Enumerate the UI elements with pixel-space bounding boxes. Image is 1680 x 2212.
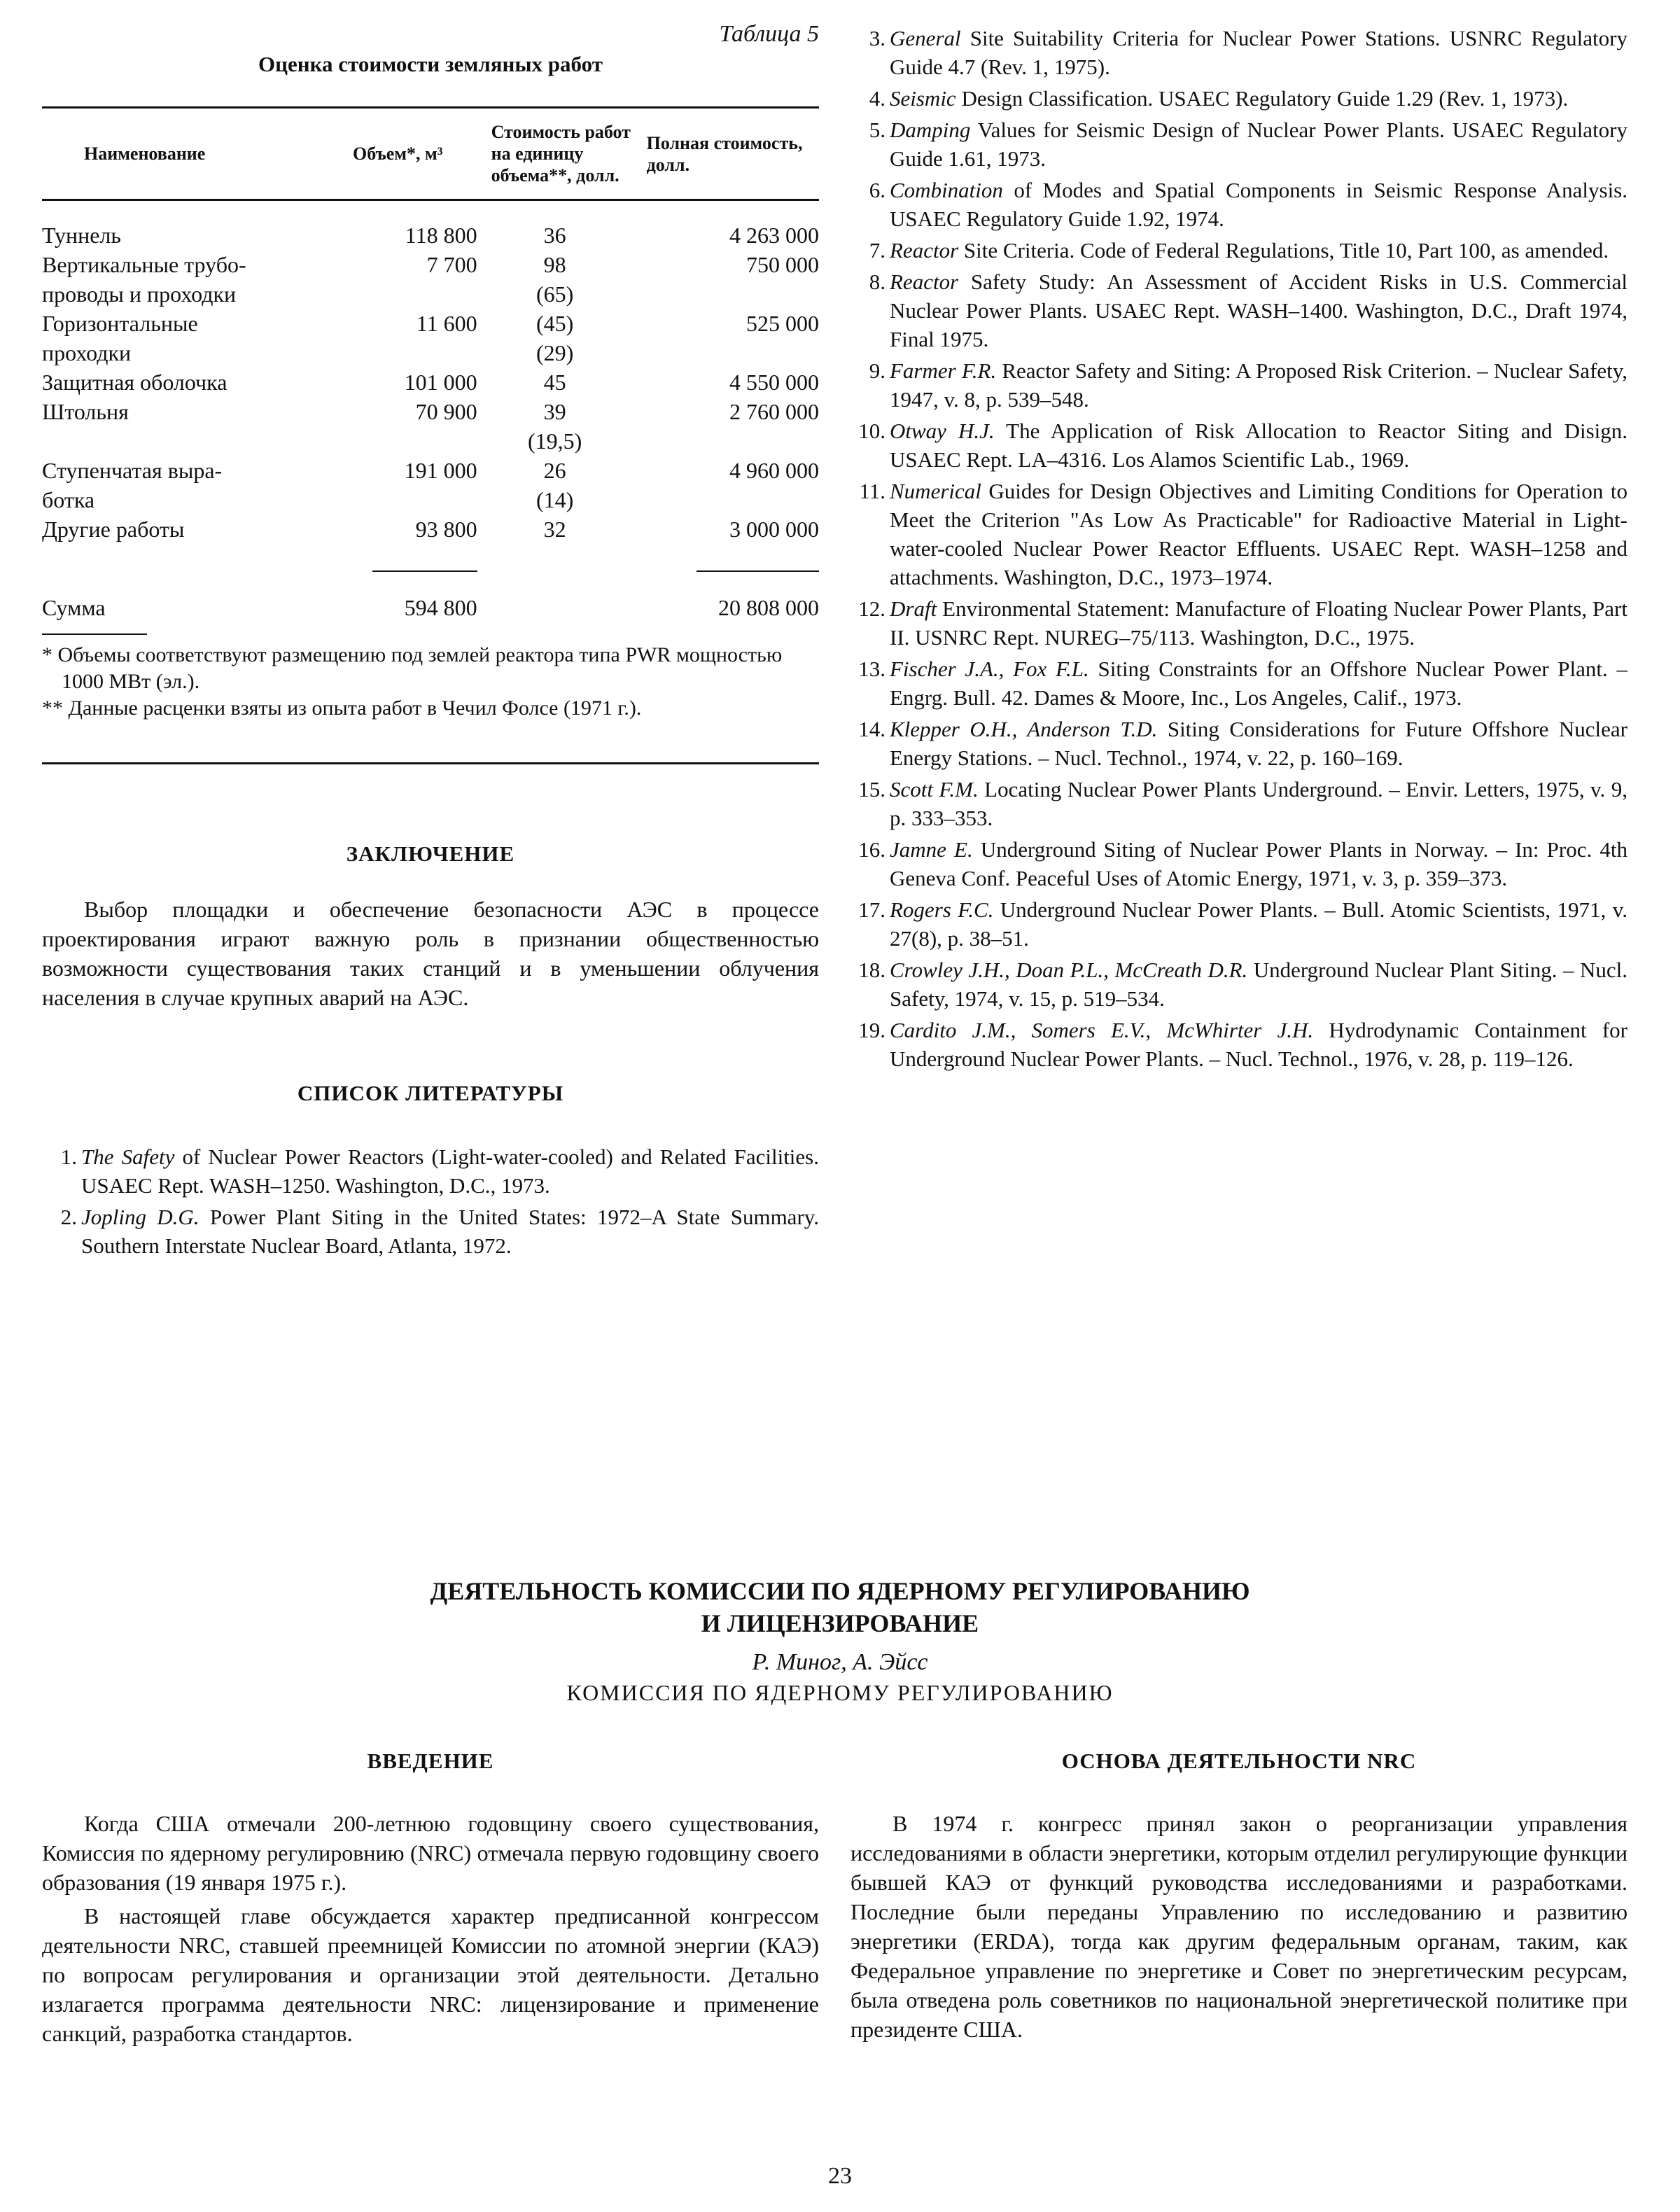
table-row — [42, 485, 819, 514]
reference-text: Environmental Statement: Manufacture of Floating Nuclear Power Plants, Part II. USNRC Rept. NUREG–75/113. Washington, D.C., 1975. — [890, 596, 1628, 650]
footnote-2: ** Данные расценки взяты из опыта работ в Чечил Фолсе (1971 г.). — [42, 696, 642, 720]
reference-number: 9. — [869, 358, 886, 383]
cell-unit-cost: (19,5) — [527, 428, 582, 454]
cell-name: Горизонтальные — [42, 311, 198, 336]
cell-name — [42, 426, 353, 456]
reference-number: 12. — [858, 596, 886, 621]
left-column — [42, 0, 819, 1263]
footnote-1: * Объемы соответствуют размещению под землей реактора типа PWR мощностью 1000 МВт (эл.). — [42, 643, 783, 693]
reference-number: 3. — [869, 26, 886, 50]
reference-number: 11. — [859, 479, 886, 503]
cell-unit-cost: 45 — [543, 370, 566, 395]
cell-unit-cost: 98 — [543, 252, 566, 277]
references-list-right — [850, 24, 1628, 1073]
reference-number: 17. — [858, 897, 886, 922]
reference-lead: Cardito J.M., Somers E.V., McWhirter J.H. — [890, 1018, 1314, 1042]
cell-volume: 101 000 — [404, 370, 477, 395]
cell-unit-cost: (29) — [536, 340, 574, 365]
footnote-rule-row — [42, 622, 819, 635]
reference-lead: Numerical — [890, 479, 981, 503]
reference-item — [850, 416, 1628, 474]
cell-unit-cost: (14) — [536, 487, 574, 512]
cell-total-cost: 3 000 000 — [729, 517, 819, 542]
reference-number: 7. — [869, 238, 886, 262]
references-list-left — [42, 1142, 819, 1260]
table-row — [42, 279, 819, 309]
reference-lead: Damping — [890, 118, 971, 142]
reference-lead: Jamne E. — [890, 837, 973, 862]
basis-heading: ОСНОВА ДЕЯТЕЛЬНОСТИ NRC — [1061, 1749, 1417, 1773]
cell-name: ботка — [42, 487, 95, 512]
header-name: Наименование — [84, 144, 206, 164]
reference-lead: Farmer F.R. — [890, 358, 997, 383]
reference-text: Power Plant Siting in the United States: 1972–A State Summary. Southern Interstate Nuclear Board, Atlanta, 1972. — [81, 1205, 819, 1258]
cell-total-cost: 750 000 — [746, 252, 819, 277]
reference-item — [850, 356, 1628, 414]
reference-text: Siting Constraints for an Offshore Nuclear Power Plant. – Engrg. Bull. 42. Dames & Moore, Inc., Los Angeles, Calif., 1973. — [890, 657, 1628, 710]
table-footnotes — [42, 642, 819, 722]
cost-table-body — [42, 220, 819, 635]
reference-item — [42, 1142, 819, 1200]
cell-name: Штольня — [42, 399, 129, 424]
cell-total-cost: 2 760 000 — [729, 399, 819, 424]
table-row — [42, 456, 819, 485]
cell-volume — [353, 279, 477, 309]
reference-text: The Application of Risk Allocation to Reactor Siting and Disign. USAEC Rept. LA–4316. Los Alamos Scientific Lab., 1969. — [890, 419, 1628, 472]
reference-item — [850, 24, 1628, 81]
cell-unit-cost: 39 — [543, 399, 566, 424]
cell-name: Защитная оболочка — [42, 370, 227, 395]
header-volume: Объем*, м³ — [353, 144, 443, 164]
reference-lead: Draft — [890, 596, 937, 621]
reference-text: Locating Nuclear Power Plants Underground. – Envir. Letters, 1975, v. 9, p. 333–353. — [890, 777, 1628, 830]
cell-total-cost — [633, 426, 819, 456]
reference-number: 1. — [60, 1144, 77, 1169]
article-affiliation: КОМИССИЯ ПО ЯДЕРНОМУ РЕГУЛИРОВАНИЮ — [566, 1680, 1114, 1705]
cell-volume: 93 800 — [415, 517, 477, 542]
cell-total-cost: 4 263 000 — [729, 223, 819, 248]
reference-lead: The Safety — [81, 1144, 175, 1169]
cell-total-cost — [633, 485, 819, 514]
cell-name: Туннель — [42, 223, 121, 248]
total-label: Сумма — [42, 595, 106, 620]
reference-text: Site Suitability Criteria for Nuclear Power Stations. USNRC Regulatory Guide 4.7 (Rev. 1, 1975). — [890, 26, 1628, 79]
reference-item — [850, 115, 1628, 173]
reference-text: Underground Siting of Nuclear Power Plants in Norway. – In: Proc. 4th Geneva Conf. Peaceful Uses of Atomic Energy, 1971, v. 3, p. 359–373. — [890, 837, 1628, 890]
cell-name: проходки — [42, 340, 132, 365]
table-header-rule — [42, 199, 819, 201]
reference-lead: Klepper O.H., Anderson T.D. — [890, 717, 1158, 741]
cell-total-cost — [633, 338, 819, 368]
cell-volume — [353, 338, 477, 368]
table-bottom-rule — [42, 762, 819, 764]
reference-number: 15. — [858, 777, 886, 802]
cell-unit-cost: (65) — [536, 281, 574, 307]
reference-text: Site Criteria. Code of Federal Regulations, Title 10, Part 100, as amended. — [958, 238, 1609, 262]
right-column — [850, 24, 1628, 1076]
sum-rule — [633, 544, 819, 593]
references-heading: СПИСОК ЛИТЕРАТУРЫ — [297, 1081, 564, 1105]
basis-column — [850, 1749, 1628, 2044]
cell-total-cost: 525 000 — [746, 311, 819, 336]
spacer — [477, 544, 633, 593]
conclusion-heading: ЗАКЛЮЧЕНИЕ — [346, 841, 515, 866]
total-volume: 594 800 — [404, 595, 477, 620]
cell-total-cost: 4 550 000 — [729, 370, 819, 395]
reference-item — [850, 835, 1628, 892]
table-row — [42, 338, 819, 368]
sum-rule — [353, 544, 477, 593]
cell-name: проводы и проходки — [42, 281, 237, 307]
reference-item — [850, 236, 1628, 265]
reference-number: 13. — [858, 657, 886, 681]
cell-unit-cost: (45) — [536, 311, 574, 336]
spacer — [42, 544, 353, 593]
reference-lead: Reactor — [890, 238, 959, 262]
reference-text: Hydrodynamic Containment for Underground Nuclear Power Plants. – Nucl. Technol., 1976, v. 28, p. 119–126. — [890, 1018, 1628, 1071]
table-row — [42, 426, 819, 456]
reference-lead: Rogers F.C. — [890, 897, 994, 922]
reference-lead: Scott F.M. — [890, 777, 979, 802]
table-row — [42, 514, 819, 544]
cell-unit-cost: 32 — [543, 517, 566, 542]
reference-item — [850, 84, 1628, 113]
reference-lead: General — [890, 26, 961, 50]
article-title-line-1: ДЕЯТЕЛЬНОСТЬ КОМИССИИ ПО ЯДЕРНОМУ РЕГУЛИРОВАНИЮ — [430, 1577, 1250, 1605]
intro-paragraph-1: Когда США отмечали 200-летнюю годовщину своего существования, Комиссия по ядерному регулировнию (NRC) отмечала первую годовщину своего образования (19 января 1975 г.). — [42, 1811, 819, 1895]
cell-total-cost: 4 960 000 — [729, 458, 819, 483]
header-unit-cost: Стоимость работ на единицу объема**, долл. — [491, 122, 631, 186]
reference-number: 16. — [858, 837, 886, 862]
reference-text: of Modes and Spatial Components in Seismic Response Analysis. USAEC Regulatory Guide 1.92, 1974. — [890, 178, 1628, 231]
reference-item — [850, 594, 1628, 652]
total-cost: 20 808 000 — [718, 595, 819, 620]
cell-volume: 7 700 — [426, 252, 477, 277]
table-label: Таблица 5 — [719, 21, 819, 47]
article-title-line-2: И ЛИЦЕНЗИРОВАНИЕ — [701, 1609, 979, 1637]
reference-number: 6. — [869, 178, 886, 202]
cell-name: Вертикальные трубо- — [42, 252, 246, 277]
cell-volume — [353, 426, 477, 456]
reference-lead: Crowley J.H., Doan P.L., McCreath D.R. — [890, 958, 1248, 982]
reference-number: 2. — [60, 1205, 77, 1229]
cell-total-cost — [633, 279, 819, 309]
reference-lead: Jopling D.G. — [81, 1205, 200, 1229]
sum-rule-row — [42, 544, 819, 593]
cell-unit-cost: 36 — [543, 223, 566, 248]
reference-number: 18. — [858, 958, 886, 982]
cell-unit-cost: 26 — [543, 458, 566, 483]
table-header-row — [42, 108, 819, 199]
table-row — [42, 309, 819, 338]
table-row — [42, 397, 819, 426]
intro-heading: ВВЕДЕНИЕ — [367, 1749, 494, 1773]
reference-item — [850, 715, 1628, 772]
cell-name: Ступенчатая выра- — [42, 458, 223, 483]
reference-item — [850, 654, 1628, 712]
reference-number: 19. — [858, 1018, 886, 1042]
cost-table — [42, 108, 819, 199]
table-title: Оценка стоимости земляных работ — [258, 52, 603, 76]
basis-paragraph-1: В 1974 г. конгресс принял закон о реорганизации управления исследованиями в области энергетики, которым отделил регулирующие функции бывшей КАЭ от функций руководства исследованиями и разработками. Последние были переданы Управлению по исследованию и развитию энергетики (ERDA), тогда как другим федеральным органам, таким, как Федеральное управление по энергетике и Совет по энергетическим ресурсам, была отведена роль советников по национальной энергетической политике при президенте США. — [850, 1811, 1628, 2042]
article-title — [0, 1575, 1680, 1639]
reference-text: Underground Nuclear Power Plants. – Bull. Atomic Scientists, 1971, v. 27(8), p. 38–51. — [890, 897, 1628, 951]
cell-volume: 191 000 — [404, 458, 477, 483]
header-total-cost: Полная стоимость, долл. — [646, 132, 803, 175]
reference-number: 8. — [869, 270, 886, 294]
conclusion-text: Выбор площадки и обеспечение безопасности АЭС в процессе проектирования играют важную роль в признании общественностью возможности существования таких станций и в уменьшении облучения населения в случае крупных аварий на АЭС. — [42, 897, 819, 1010]
reference-text: Values for Seismic Design of Nuclear Power Plants. USAEC Regulatory Guide 1.61, 1973. — [890, 118, 1628, 171]
table-total-row — [42, 593, 819, 622]
reference-item — [850, 477, 1628, 592]
reference-text: of Nuclear Power Reactors (Light-water-cooled) and Related Facilities. USAEC Rept. WASH–1250. Washington, D.C., 1973. — [81, 1144, 819, 1198]
reference-text: Safety Study: An Assessment of Accident Risks in U.S. Commercial Nuclear Power Plants. USAEC Rept. WASH–1400. Washington, D.C., Draft 1974, Final 1975. — [890, 270, 1628, 351]
reference-text: Reactor Safety and Siting: A Proposed Risk Criterion. – Nuclear Safety, 1947, v. 8, p. 539–548. — [890, 358, 1628, 412]
reference-lead: Reactor — [890, 270, 959, 294]
table-row — [42, 220, 819, 250]
cell-volume — [353, 485, 477, 514]
reference-lead: Seismic — [890, 86, 956, 111]
reference-item — [850, 955, 1628, 1013]
reference-item — [42, 1203, 819, 1260]
reference-lead: Combination — [890, 178, 1003, 202]
article-authors: Р. Миног, А. Эйсс — [752, 1649, 928, 1675]
table-row — [42, 250, 819, 279]
table-row — [42, 368, 819, 397]
reference-number: 5. — [869, 118, 886, 142]
cell-volume: 11 600 — [416, 311, 477, 336]
reference-number: 4. — [869, 86, 886, 111]
reference-item — [850, 176, 1628, 233]
cell-name: Другие работы — [42, 517, 185, 542]
intro-column — [42, 1749, 819, 2048]
reference-item — [850, 1016, 1628, 1073]
reference-lead: Fischer J.A., Fox F.L. — [890, 657, 1089, 681]
spacer — [477, 593, 633, 622]
reference-text: Underground Nuclear Plant Siting. – Nucl. Safety, 1974, v. 15, p. 519–534. — [890, 958, 1628, 1011]
footnote-rule-cell — [42, 622, 819, 635]
cell-volume: 118 800 — [405, 223, 477, 248]
reference-number: 14. — [858, 717, 886, 741]
reference-item — [850, 895, 1628, 953]
reference-lead: Otway H.J. — [890, 419, 995, 443]
cell-volume: 70 900 — [415, 399, 477, 424]
page-number: 23 — [828, 2163, 852, 2189]
reference-number: 10. — [858, 419, 886, 443]
reference-item — [850, 775, 1628, 832]
reference-text: Design Classification. USAEC Regulatory Guide 1.29 (Rev. 1, 1973). — [955, 86, 1569, 111]
reference-text: Guides for Design Objectives and Limiting Conditions for Operation to Meet the Criterion "As Low As Practicable" for Radioactive Material in Light-water-cooled Nuclear Power Reactor Effluents. USAEC Rept. WASH–1258 and attachments. Washington, D.C., 1973–1974. — [890, 479, 1628, 589]
intro-paragraph-2: В настоящей главе обсуждается характер предписанной конгрессом деятельности NRC, ставшей преемницей Комиссии по атомной энергии (КАЭ) по вопросам регулирования и организации этой деятельности. Детально излагается программа деятельности NRC: лицензирование и применение санкций, разработка стандартов. — [42, 1903, 819, 2046]
reference-text: Siting Considerations for Future Offshore Nuclear Energy Stations. – Nucl. Technol., 1974, v. 22, p. 160–169. — [890, 717, 1628, 770]
reference-item — [850, 267, 1628, 354]
